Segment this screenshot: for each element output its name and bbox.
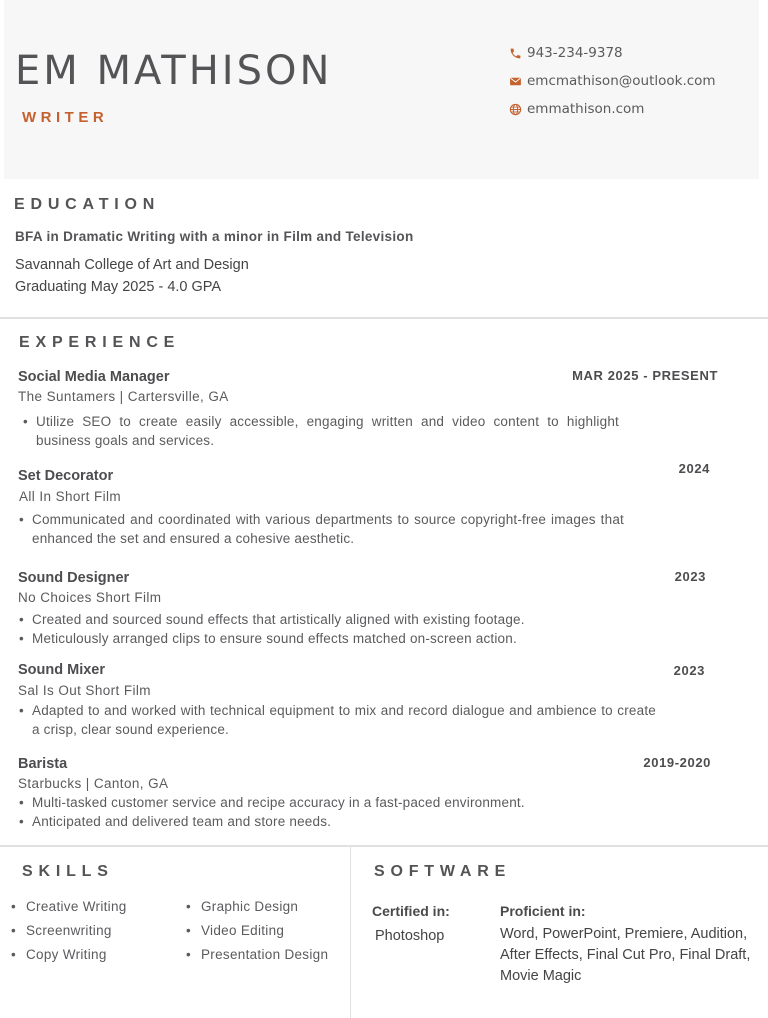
job-title: Sound Designer [18,570,130,586]
experience-title: EXPERIENCE [19,334,181,351]
globe-icon [509,103,522,116]
bullet-item: • Communicated and coordinated with various departments to source copyright-free images that enhanced the set and ensured a cohesive aesthetic. [18,510,624,548]
proficient-label: Proficient in: [500,903,586,919]
column-divider [350,846,351,1018]
skills-list-1 [11,895,127,967]
bullet-item: • Anticipated and delivered team and store needs. [18,812,638,831]
education-school: Savannah College of Art and Design [15,257,249,273]
job-bullets [18,701,656,739]
skills-list-2 [186,895,328,967]
skill-item: • Video Editing [186,919,328,943]
contact-email [509,73,716,89]
job-title: Set Decorator [18,468,114,484]
certified-label: Certified in: [372,903,450,919]
job-role: WRITER [22,109,109,126]
section-divider [0,317,768,319]
bullet-item: • Multi-tasked customer service and recipe accuracy in a fast-paced environment. [18,793,638,812]
job-title: Social Media Manager [18,369,170,385]
job-organization: The Suntamers | Cartersville, GA [18,389,229,404]
job-organization: Starbucks | Canton, GA [18,776,169,791]
person-name: EM MATHISON [15,48,333,94]
job-organization: All In Short Film [19,489,122,504]
email-text[interactable]: emcmathison@outlook.com [527,73,716,89]
skill-item: • Graphic Design [186,895,328,919]
skills-title: SKILLS [22,863,114,880]
section-divider [0,845,768,847]
job-organization: No Choices Short Film [18,590,162,605]
job-date: 2024 [678,461,710,476]
phone-text[interactable]: 943-234-9378 [527,45,623,61]
job-title: Sound Mixer [18,662,106,678]
job-date: 2019-2020 [643,755,711,770]
bullet-item: • Meticulously arranged clips to ensure sound effects matched on-screen action. [18,629,638,648]
bullet-item: • Adapted to and worked with technical equipment to mix and record dialogue and ambience to create a crisp, clear sound experience. [18,701,656,739]
education-title: EDUCATION [14,196,161,213]
job-title: Barista [18,756,68,772]
website-text[interactable]: emmathison.com [527,101,645,117]
certified-value: Photoshop [375,928,445,944]
job-date: MAR 2025 - PRESENT [572,368,718,383]
education-graduation: Graduating May 2025 - 4.0 GPA [15,279,222,295]
job-bullets [18,610,638,648]
contact-website [509,101,644,117]
skill-item: • Presentation Design [186,943,328,967]
proficient-value: Word, PowerPoint, Premiere, Audition, After Effects, Final Cut Pro, Final Draft, Movie Magic [500,926,751,984]
job-bullets [18,793,638,831]
software-title: SOFTWARE [374,863,512,880]
mail-icon [509,75,522,88]
bullet-item: • Created and sourced sound effects that artistically aligned with existing footage. [18,610,638,629]
job-date: 2023 [674,569,706,584]
education-degree: BFA in Dramatic Writing with a minor in Film and Television [15,229,414,244]
job-bullets [18,510,624,548]
bullet-item: • Utilize SEO to create easily accessible, engaging written and video content to highlight business goals and services. [22,412,619,450]
skill-item: • Screenwriting [11,919,127,943]
job-date: 2023 [673,663,705,678]
skill-item: • Creative Writing [11,895,127,919]
contact-phone [509,45,623,61]
skill-item: • Copy Writing [11,943,127,967]
phone-icon [509,47,522,60]
job-organization: Sal Is Out Short Film [18,683,151,698]
job-bullets [22,412,619,450]
